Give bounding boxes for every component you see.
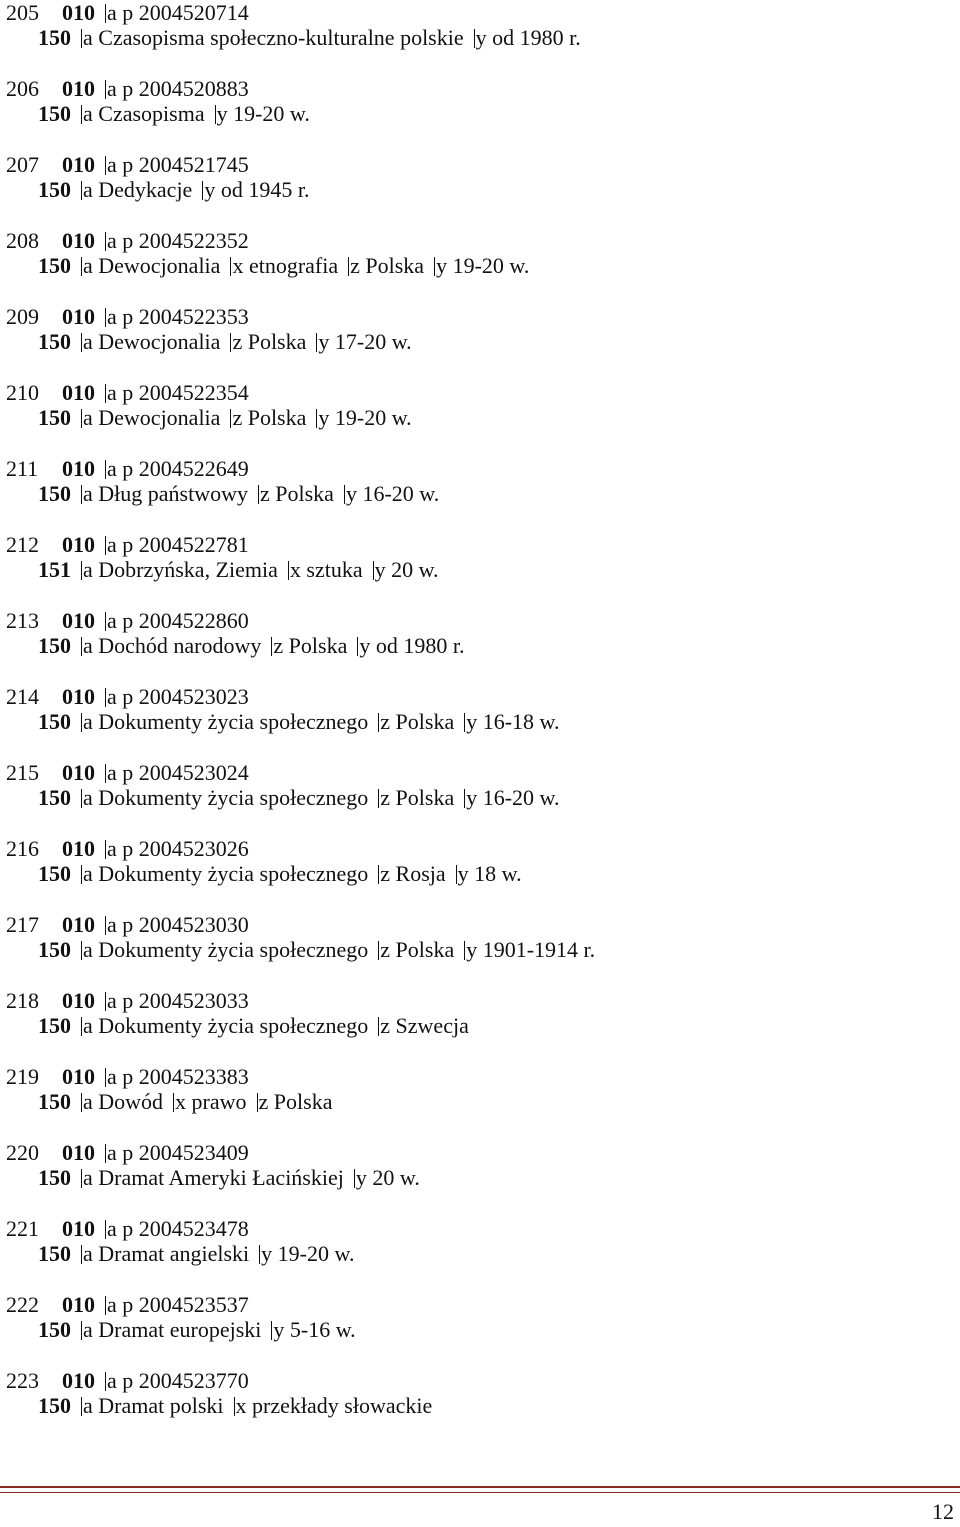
control-number-line — [6, 1216, 946, 1241]
heading-line — [38, 101, 946, 126]
control-number-value: a p 2004523537 — [101, 1292, 249, 1317]
field-tag-heading: 150 — [38, 329, 71, 354]
record-entry — [6, 380, 946, 430]
record-entry — [6, 76, 946, 126]
record-list — [6, 0, 946, 1444]
heading-subfield: y od 1945 r. — [198, 177, 309, 202]
record-number: 205 — [6, 0, 39, 25]
field-tag-heading: 150 — [38, 25, 71, 50]
control-number-line — [6, 1292, 946, 1317]
field-tag-010: 010 — [62, 152, 95, 177]
control-number-value: a p 2004522781 — [101, 532, 249, 557]
field-tag-heading: 150 — [38, 101, 71, 126]
control-number-line — [6, 304, 946, 329]
heading-subfield: z Polska — [267, 633, 347, 658]
heading-line — [38, 1013, 946, 1038]
page-number: 12 — [932, 1499, 954, 1524]
record-number: 223 — [6, 1368, 39, 1393]
record-entry — [6, 912, 946, 962]
field-tag-010: 010 — [62, 684, 95, 709]
record-number: 221 — [6, 1216, 39, 1241]
heading-subfield: a Dramat Ameryki Łacińskiej — [77, 1165, 344, 1190]
record-number: 212 — [6, 532, 39, 557]
record-entry — [6, 1216, 946, 1266]
record-entry — [6, 760, 946, 810]
heading-subfield: x przekłady słowackie — [230, 1393, 433, 1418]
record-entry — [6, 532, 946, 582]
control-number-value: a p 2004521745 — [101, 152, 249, 177]
field-tag-010: 010 — [62, 988, 95, 1013]
control-number-value: a p 2004523026 — [101, 836, 249, 861]
field-tag-heading: 151 — [38, 557, 71, 582]
heading-subfield: z Polska — [254, 481, 334, 506]
field-tag-heading: 150 — [38, 1393, 71, 1418]
record-number: 208 — [6, 228, 39, 253]
control-number-value: a p 2004523383 — [101, 1064, 249, 1089]
heading-subfield: z Polska — [374, 785, 454, 810]
control-number-value: a p 2004522354 — [101, 380, 249, 405]
heading-subfield: a Dochód narodowy — [77, 633, 261, 658]
control-number-line — [6, 380, 946, 405]
heading-subfield: a Dokumenty życia społecznego — [77, 861, 368, 886]
field-tag-010: 010 — [62, 532, 95, 557]
control-number-line — [6, 0, 946, 25]
control-number-value: a p 2004522860 — [101, 608, 249, 633]
field-tag-010: 010 — [62, 1140, 95, 1165]
control-number-line — [6, 1064, 946, 1089]
heading-subfield: a Dokumenty życia społecznego — [77, 785, 368, 810]
field-tag-heading: 150 — [38, 405, 71, 430]
heading-subfield: y 5-16 w. — [267, 1317, 355, 1342]
heading-subfield: a Dramat polski — [77, 1393, 224, 1418]
heading-subfield: y 20 w. — [350, 1165, 420, 1190]
control-number-value: a p 2004523409 — [101, 1140, 249, 1165]
heading-subfield: z Polska — [374, 709, 454, 734]
heading-line — [38, 709, 946, 734]
control-number-line — [6, 532, 946, 557]
field-tag-heading: 150 — [38, 1013, 71, 1038]
record-number: 222 — [6, 1292, 39, 1317]
field-tag-010: 010 — [62, 0, 95, 25]
heading-subfield: y 16-20 w. — [340, 481, 439, 506]
heading-line — [38, 1393, 946, 1418]
control-number-line — [6, 684, 946, 709]
heading-line — [38, 25, 946, 50]
record-number: 216 — [6, 836, 39, 861]
field-tag-010: 010 — [62, 456, 95, 481]
control-number-line — [6, 152, 946, 177]
control-number-line — [6, 456, 946, 481]
record-entry — [6, 456, 946, 506]
heading-subfield: z Polska — [226, 405, 306, 430]
heading-line — [38, 481, 946, 506]
record-entry — [6, 684, 946, 734]
heading-line — [38, 177, 946, 202]
record-number: 211 — [6, 456, 39, 481]
heading-line — [38, 861, 946, 886]
record-number: 210 — [6, 380, 39, 405]
heading-subfield: a Dobrzyńska, Ziemia — [77, 557, 278, 582]
heading-subfield: y 16-20 w. — [460, 785, 559, 810]
record-entry — [6, 304, 946, 354]
record-entry — [6, 608, 946, 658]
heading-subfield: x sztuka — [284, 557, 363, 582]
control-number-value: a p 2004523023 — [101, 684, 249, 709]
heading-subfield: z Rosja — [374, 861, 445, 886]
heading-subfield: a Dewocjonalia — [77, 405, 220, 430]
heading-subfield: z Polska — [226, 329, 306, 354]
heading-line — [38, 937, 946, 962]
heading-line — [38, 253, 946, 278]
record-entry — [6, 1292, 946, 1342]
record-number: 209 — [6, 304, 39, 329]
field-tag-heading: 150 — [38, 861, 71, 886]
field-tag-heading: 150 — [38, 177, 71, 202]
record-number: 214 — [6, 684, 39, 709]
heading-subfield: a Dramat angielski — [77, 1241, 249, 1266]
record-entry — [6, 988, 946, 1038]
heading-subfield: a Dług państwowy — [77, 481, 248, 506]
field-tag-heading: 150 — [38, 1317, 71, 1342]
heading-subfield: a Dokumenty życia społecznego — [77, 709, 368, 734]
record-number: 218 — [6, 988, 39, 1013]
heading-subfield: z Polska — [344, 253, 424, 278]
control-number-value: a p 2004523024 — [101, 760, 249, 785]
control-number-line — [6, 988, 946, 1013]
heading-subfield: a Dokumenty życia społecznego — [77, 1013, 368, 1038]
control-number-value: a p 2004522353 — [101, 304, 249, 329]
field-tag-heading: 150 — [38, 709, 71, 734]
field-tag-010: 010 — [62, 608, 95, 633]
field-tag-heading: 150 — [38, 481, 71, 506]
heading-subfield: y 19-20 w. — [312, 405, 411, 430]
control-number-value: a p 2004520883 — [101, 76, 249, 101]
field-tag-010: 010 — [62, 1292, 95, 1317]
field-tag-010: 010 — [62, 760, 95, 785]
heading-subfield: z Polska — [253, 1089, 333, 1114]
heading-subfield: z Polska — [374, 937, 454, 962]
field-tag-010: 010 — [62, 304, 95, 329]
field-tag-010: 010 — [62, 380, 95, 405]
control-number-value: a p 2004523770 — [101, 1368, 249, 1393]
control-number-line — [6, 608, 946, 633]
heading-subfield: x etnografia — [226, 253, 338, 278]
field-tag-heading: 150 — [38, 1165, 71, 1190]
footer-rule — [0, 1486, 960, 1493]
record-entry — [6, 228, 946, 278]
field-tag-heading: 150 — [38, 785, 71, 810]
field-tag-heading: 150 — [38, 1241, 71, 1266]
record-number: 206 — [6, 76, 39, 101]
heading-subfield: a Dewocjonalia — [77, 253, 220, 278]
record-number: 219 — [6, 1064, 39, 1089]
field-tag-010: 010 — [62, 1216, 95, 1241]
heading-line — [38, 1089, 946, 1114]
field-tag-010: 010 — [62, 836, 95, 861]
heading-subfield: a Dowód — [77, 1089, 163, 1114]
record-number: 213 — [6, 608, 39, 633]
heading-subfield: y 1901-1914 r. — [460, 937, 595, 962]
heading-line — [38, 785, 946, 810]
record-entry — [6, 836, 946, 886]
field-tag-heading: 150 — [38, 1089, 71, 1114]
heading-subfield: y 18 w. — [452, 861, 522, 886]
heading-line — [38, 633, 946, 658]
heading-line — [38, 329, 946, 354]
control-number-line — [6, 912, 946, 937]
record-number: 220 — [6, 1140, 39, 1165]
field-tag-heading: 150 — [38, 253, 71, 278]
heading-line — [38, 1165, 946, 1190]
control-number-value: a p 2004522352 — [101, 228, 249, 253]
control-number-line — [6, 1368, 946, 1393]
heading-subfield: a Dramat europejski — [77, 1317, 261, 1342]
heading-subfield: y 16-18 w. — [460, 709, 559, 734]
control-number-line — [6, 76, 946, 101]
field-tag-heading: 150 — [38, 937, 71, 962]
field-tag-010: 010 — [62, 1064, 95, 1089]
control-number-value: a p 2004520714 — [101, 0, 249, 25]
heading-subfield: x prawo — [169, 1089, 246, 1114]
heading-subfield: a Czasopisma — [77, 101, 205, 126]
control-number-value: a p 2004522649 — [101, 456, 249, 481]
heading-subfield: y 19-20 w. — [211, 101, 310, 126]
record-number: 207 — [6, 152, 39, 177]
field-tag-010: 010 — [62, 912, 95, 937]
heading-line — [38, 1241, 946, 1266]
field-tag-010: 010 — [62, 76, 95, 101]
control-number-line — [6, 836, 946, 861]
field-tag-heading: 150 — [38, 633, 71, 658]
heading-subfield: y od 1980 r. — [353, 633, 464, 658]
heading-line — [38, 557, 946, 582]
heading-subfield: a Dedykacje — [77, 177, 192, 202]
control-number-value: a p 2004523478 — [101, 1216, 249, 1241]
heading-subfield: a Dewocjonalia — [77, 329, 220, 354]
control-number-value: a p 2004523030 — [101, 912, 249, 937]
record-entry — [6, 1064, 946, 1114]
record-entry — [6, 0, 946, 50]
heading-line — [38, 405, 946, 430]
record-entry — [6, 1368, 946, 1418]
control-number-line — [6, 760, 946, 785]
heading-subfield: y 20 w. — [369, 557, 439, 582]
heading-subfield: a Dokumenty życia społecznego — [77, 937, 368, 962]
record-entry — [6, 1140, 946, 1190]
heading-subfield: a Czasopisma społeczno-kulturalne polskie — [77, 25, 464, 50]
heading-subfield: y 19-20 w. — [430, 253, 529, 278]
control-number-line — [6, 1140, 946, 1165]
record-number: 217 — [6, 912, 39, 937]
control-number-value: a p 2004523033 — [101, 988, 249, 1013]
control-number-line — [6, 228, 946, 253]
heading-line — [38, 1317, 946, 1342]
field-tag-010: 010 — [62, 1368, 95, 1393]
heading-subfield: y od 1980 r. — [470, 25, 581, 50]
record-entry — [6, 152, 946, 202]
heading-subfield: y 17-20 w. — [312, 329, 411, 354]
field-tag-010: 010 — [62, 228, 95, 253]
heading-subfield: y 19-20 w. — [255, 1241, 354, 1266]
record-number: 215 — [6, 760, 39, 785]
heading-subfield: z Szwecja — [374, 1013, 469, 1038]
